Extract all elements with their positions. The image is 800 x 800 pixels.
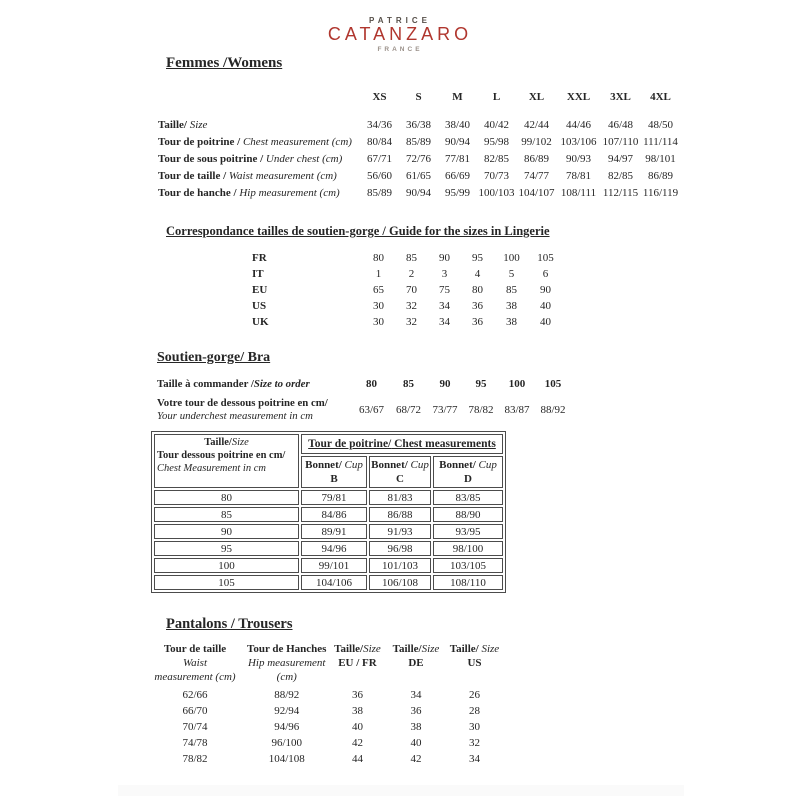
table-cell: 99/102 bbox=[521, 135, 552, 148]
table-cell: 82/85 bbox=[483, 152, 510, 165]
table-cell: 30 bbox=[373, 316, 384, 328]
table-cell: 85 bbox=[154, 507, 299, 522]
country-size-row bbox=[252, 282, 562, 298]
size-column-header: XXL bbox=[566, 91, 591, 103]
table-cell: 111/114 bbox=[643, 135, 678, 148]
table-cell: 42 bbox=[410, 753, 422, 765]
measurement-row-label: Tour de hanche / Hip measurement (cm) bbox=[158, 186, 340, 199]
table-cell: 72/76 bbox=[405, 152, 432, 165]
table-cell: 38 bbox=[351, 705, 363, 717]
table-cell: 36 bbox=[472, 316, 483, 328]
table-cell: 68/72 bbox=[395, 404, 422, 416]
table-cell: 34/36 bbox=[366, 118, 393, 131]
table-cell: 94/96 bbox=[274, 721, 300, 733]
country-size-row bbox=[252, 250, 562, 266]
de-size-column-header: Taille/Size DE bbox=[392, 643, 440, 669]
table-cell: 61/65 bbox=[405, 169, 432, 182]
table-cell: 104/108 bbox=[268, 753, 305, 765]
table-cell: 108/110 bbox=[433, 575, 503, 590]
trousers-size-row bbox=[143, 735, 505, 751]
table-cell: 112/115 bbox=[602, 186, 639, 199]
table-cell: 95 bbox=[475, 378, 487, 390]
measurement-row bbox=[158, 133, 680, 150]
table-cell: 40 bbox=[540, 300, 551, 312]
table-cell: 101/103 bbox=[369, 558, 431, 573]
cup-size-row bbox=[154, 490, 503, 505]
table-cell: 79/81 bbox=[301, 490, 367, 505]
trousers-size-table bbox=[143, 643, 505, 767]
bra-order-table bbox=[157, 374, 571, 426]
table-cell: 80 bbox=[154, 490, 299, 505]
table-cell: 100 bbox=[503, 252, 520, 264]
table-cell: 3 bbox=[441, 268, 448, 280]
table-cell: 90 bbox=[154, 524, 299, 539]
table-cell: 75 bbox=[439, 284, 450, 296]
table-cell: 88/90 bbox=[433, 507, 503, 522]
measurement-row bbox=[158, 116, 680, 133]
table-cell: 85 bbox=[506, 284, 517, 296]
table-cell: 74/78 bbox=[182, 737, 208, 749]
trousers-size-row bbox=[143, 719, 505, 735]
table-cell: 104/106 bbox=[301, 575, 367, 590]
bra-underchest-label: Votre tour de dessous poitrine en cm/ Your underchest measurement in cm bbox=[157, 397, 328, 422]
table-cell: 40 bbox=[410, 737, 422, 749]
table-cell: 90 bbox=[540, 284, 551, 296]
table-cell: 70 bbox=[406, 284, 417, 296]
table-cell: 6 bbox=[542, 268, 549, 280]
table-cell: 84/86 bbox=[301, 507, 367, 522]
table-cell: 44 bbox=[351, 753, 363, 765]
table-cell: 1 bbox=[375, 268, 382, 280]
brand-logo bbox=[0, 16, 800, 53]
country-label: US bbox=[252, 300, 267, 312]
table-cell: 70/74 bbox=[182, 721, 208, 733]
table-cell: 86/89 bbox=[647, 169, 674, 182]
table-cell: 86/88 bbox=[369, 507, 431, 522]
table-cell: 100 bbox=[154, 558, 299, 573]
table-cell: 103/106 bbox=[560, 135, 597, 148]
cup-size-row bbox=[154, 524, 503, 539]
table-cell: 116/119 bbox=[642, 186, 679, 199]
table-cell: 95/99 bbox=[444, 186, 471, 199]
table-cell: 98/101 bbox=[645, 152, 676, 165]
size-header-row bbox=[158, 86, 680, 116]
table-cell: 34 bbox=[439, 316, 450, 328]
us-size-column-header: Taille/ Size US bbox=[449, 643, 500, 669]
measurement-row bbox=[158, 167, 680, 184]
trousers-size-row bbox=[143, 751, 505, 767]
table-cell: 105 bbox=[544, 378, 562, 390]
table-cell: 90 bbox=[439, 252, 450, 264]
table-cell: 88/92 bbox=[540, 404, 566, 416]
table-cell: 5 bbox=[508, 268, 515, 280]
country-label: EU bbox=[252, 284, 268, 296]
cup-measurement-table bbox=[151, 431, 506, 593]
table-cell: 40 bbox=[351, 721, 363, 733]
table-cell: 80 bbox=[366, 378, 377, 390]
table-cell: 36 bbox=[410, 705, 422, 717]
table-cell: 98/100 bbox=[433, 541, 503, 556]
trousers-header-row bbox=[143, 643, 505, 687]
table-cell: 94/97 bbox=[607, 152, 634, 165]
table-cell: 105 bbox=[154, 575, 299, 590]
measurement-row-label: Tour de poitrine / Chest measurement (cm) bbox=[158, 135, 352, 148]
table-cell: 80 bbox=[373, 252, 384, 264]
country-size-row bbox=[252, 266, 562, 282]
table-cell: 90/94 bbox=[444, 135, 471, 148]
table-cell: 89/91 bbox=[301, 524, 367, 539]
cup-d-header: Bonnet/ Cup D bbox=[433, 456, 503, 488]
table-cell: 83/85 bbox=[433, 490, 503, 505]
trousers-size-row bbox=[143, 687, 505, 703]
table-cell: 67/71 bbox=[366, 152, 393, 165]
table-cell: 4 bbox=[474, 268, 481, 280]
table-cell: 99/101 bbox=[301, 558, 367, 573]
size-column-header: S bbox=[415, 91, 422, 103]
table-cell: 36/38 bbox=[405, 118, 432, 131]
table-cell: 30 bbox=[468, 721, 480, 733]
bra-size-to-order-row bbox=[157, 374, 571, 394]
table-cell: 38 bbox=[506, 316, 517, 328]
table-cell: 78/82 bbox=[468, 404, 494, 416]
size-column-header: L bbox=[492, 91, 501, 103]
measurement-row bbox=[158, 150, 680, 167]
size-column-header: XL bbox=[528, 91, 545, 103]
table-cell: 74/77 bbox=[523, 169, 550, 182]
table-cell: 96/100 bbox=[271, 737, 303, 749]
lingerie-correspondence-table bbox=[252, 250, 562, 330]
table-cell: 2 bbox=[408, 268, 415, 280]
table-cell: 73/77 bbox=[432, 404, 458, 416]
country-size-row bbox=[252, 314, 562, 330]
size-column-header: 4XL bbox=[650, 91, 671, 103]
table-cell: 78/82 bbox=[182, 753, 208, 765]
table-cell: 40 bbox=[540, 316, 551, 328]
table-cell: 85 bbox=[406, 252, 417, 264]
eu-fr-size-column-header: Taille/Size EU / FR bbox=[334, 643, 381, 669]
table-cell: 103/105 bbox=[433, 558, 503, 573]
table-cell: 44/46 bbox=[565, 118, 592, 131]
table-cell: 91/93 bbox=[369, 524, 431, 539]
measurement-row-label: Taille/ Size bbox=[158, 118, 208, 131]
table-cell: 34 bbox=[468, 753, 480, 765]
table-cell: 96/98 bbox=[369, 541, 431, 556]
table-cell: 42/44 bbox=[523, 118, 550, 131]
table-cell: 108/111 bbox=[560, 186, 597, 199]
table-cell: 100/103 bbox=[478, 186, 515, 199]
measurement-row-label: Tour de taille / Waist measurement (cm) bbox=[158, 169, 337, 182]
chest-measurements-group-header: Tour de poitrine/ Chest measurements bbox=[301, 434, 503, 454]
table-cell: 48/50 bbox=[647, 118, 674, 131]
trousers-section-heading: Pantalons / Trousers bbox=[166, 616, 293, 632]
table-cell: 70/73 bbox=[483, 169, 510, 182]
table-cell: 88/92 bbox=[274, 689, 300, 701]
table-cell: 40/42 bbox=[483, 118, 510, 131]
logo-top-text: PATRICE bbox=[369, 16, 431, 25]
table-cell: 93/95 bbox=[433, 524, 503, 539]
table-cell: 85/89 bbox=[405, 135, 432, 148]
measurement-row-label: Tour de sous poitrine / Under chest (cm) bbox=[158, 152, 343, 165]
table-cell: 36 bbox=[351, 689, 363, 701]
table-cell: 56/60 bbox=[366, 169, 393, 182]
table-cell: 66/69 bbox=[444, 169, 471, 182]
table-cell: 94/96 bbox=[301, 541, 367, 556]
page-bottom-rule bbox=[118, 785, 684, 796]
cup-size-row bbox=[154, 507, 503, 522]
table-cell: 46/48 bbox=[607, 118, 634, 131]
country-label: IT bbox=[252, 268, 264, 280]
table-cell: 65 bbox=[373, 284, 384, 296]
country-label: FR bbox=[252, 252, 267, 264]
hip-column-header: Tour de Hanches Hip measurement (cm) bbox=[247, 643, 327, 683]
table-cell: 32 bbox=[468, 737, 480, 749]
cup-c-header: Bonnet/ Cup C bbox=[369, 456, 431, 488]
womens-section-heading: Femmes /Womens bbox=[166, 55, 283, 71]
table-cell: 42 bbox=[351, 737, 363, 749]
table-cell: 80 bbox=[472, 284, 483, 296]
table-cell: 77/81 bbox=[444, 152, 471, 165]
table-cell: 63/67 bbox=[358, 404, 385, 416]
table-cell: 34 bbox=[410, 689, 422, 701]
table-cell: 38 bbox=[506, 300, 517, 312]
table-cell: 82/85 bbox=[607, 169, 634, 182]
table-cell: 38/40 bbox=[444, 118, 471, 131]
measurement-row bbox=[158, 184, 680, 201]
table-cell: 92/94 bbox=[274, 705, 300, 717]
table-cell: 105 bbox=[537, 252, 554, 264]
table-cell: 62/66 bbox=[182, 689, 208, 701]
table-cell: 100 bbox=[508, 378, 526, 390]
cup-size-row bbox=[154, 575, 503, 590]
table-cell: 95/98 bbox=[483, 135, 510, 148]
cup-size-row bbox=[154, 558, 503, 573]
table-cell: 66/70 bbox=[182, 705, 208, 717]
cup-b-header: Bonnet/ Cup B bbox=[301, 456, 367, 488]
table-cell: 34 bbox=[439, 300, 450, 312]
table-cell: 90 bbox=[439, 378, 451, 390]
table-cell: 80/84 bbox=[366, 135, 393, 148]
table-cell: 78/81 bbox=[565, 169, 592, 182]
waist-column-header: Tour de taille Waist measurement (cm) bbox=[154, 643, 236, 683]
table-cell: 95 bbox=[154, 541, 299, 556]
lingerie-guide-heading: Correspondance tailles de soutien-gorge / Guide for the sizes in Lingerie bbox=[166, 224, 550, 238]
table-cell: 106/108 bbox=[369, 575, 431, 590]
table-cell: 30 bbox=[373, 300, 384, 312]
table-cell: 26 bbox=[468, 689, 480, 701]
bra-underchest-row bbox=[157, 394, 571, 426]
size-column-header: M bbox=[452, 91, 463, 103]
country-size-row bbox=[252, 298, 562, 314]
table-cell: 38 bbox=[410, 721, 422, 733]
size-underbust-header: Taille/Size Tour dessous poitrine en cm/ Chest Measurement in cm bbox=[154, 434, 299, 488]
logo-country: FRANCE bbox=[377, 45, 423, 53]
table-cell: 85/89 bbox=[366, 186, 393, 199]
country-label: UK bbox=[252, 316, 269, 328]
table-cell: 95 bbox=[472, 252, 483, 264]
size-column-header: 3XL bbox=[610, 91, 631, 103]
table-cell: 32 bbox=[406, 300, 417, 312]
bra-order-label: Taille à commander /Size to order bbox=[157, 378, 310, 390]
table-cell: 36 bbox=[472, 300, 483, 312]
table-cell: 28 bbox=[468, 705, 480, 717]
table-cell: 90/93 bbox=[565, 152, 592, 165]
bra-section-heading: Soutien-gorge/ Bra bbox=[157, 350, 271, 365]
table-cell: 81/83 bbox=[369, 490, 431, 505]
table-cell: 83/87 bbox=[504, 404, 530, 416]
trousers-size-row bbox=[143, 703, 505, 719]
table-cell: 32 bbox=[406, 316, 417, 328]
corner-cell bbox=[158, 86, 360, 116]
table-cell: 85 bbox=[403, 378, 414, 390]
table-cell: 107/110 bbox=[602, 135, 639, 148]
cup-size-row bbox=[154, 541, 503, 556]
table-cell: 90/94 bbox=[405, 186, 432, 199]
womens-size-table bbox=[158, 86, 680, 201]
table-cell: 86/89 bbox=[523, 152, 550, 165]
cup-table-group-header-row bbox=[154, 434, 503, 454]
logo-brand-name: CATANZARO bbox=[327, 24, 473, 44]
size-column-header: XS bbox=[372, 91, 387, 103]
table-cell: 104/107 bbox=[518, 186, 555, 199]
